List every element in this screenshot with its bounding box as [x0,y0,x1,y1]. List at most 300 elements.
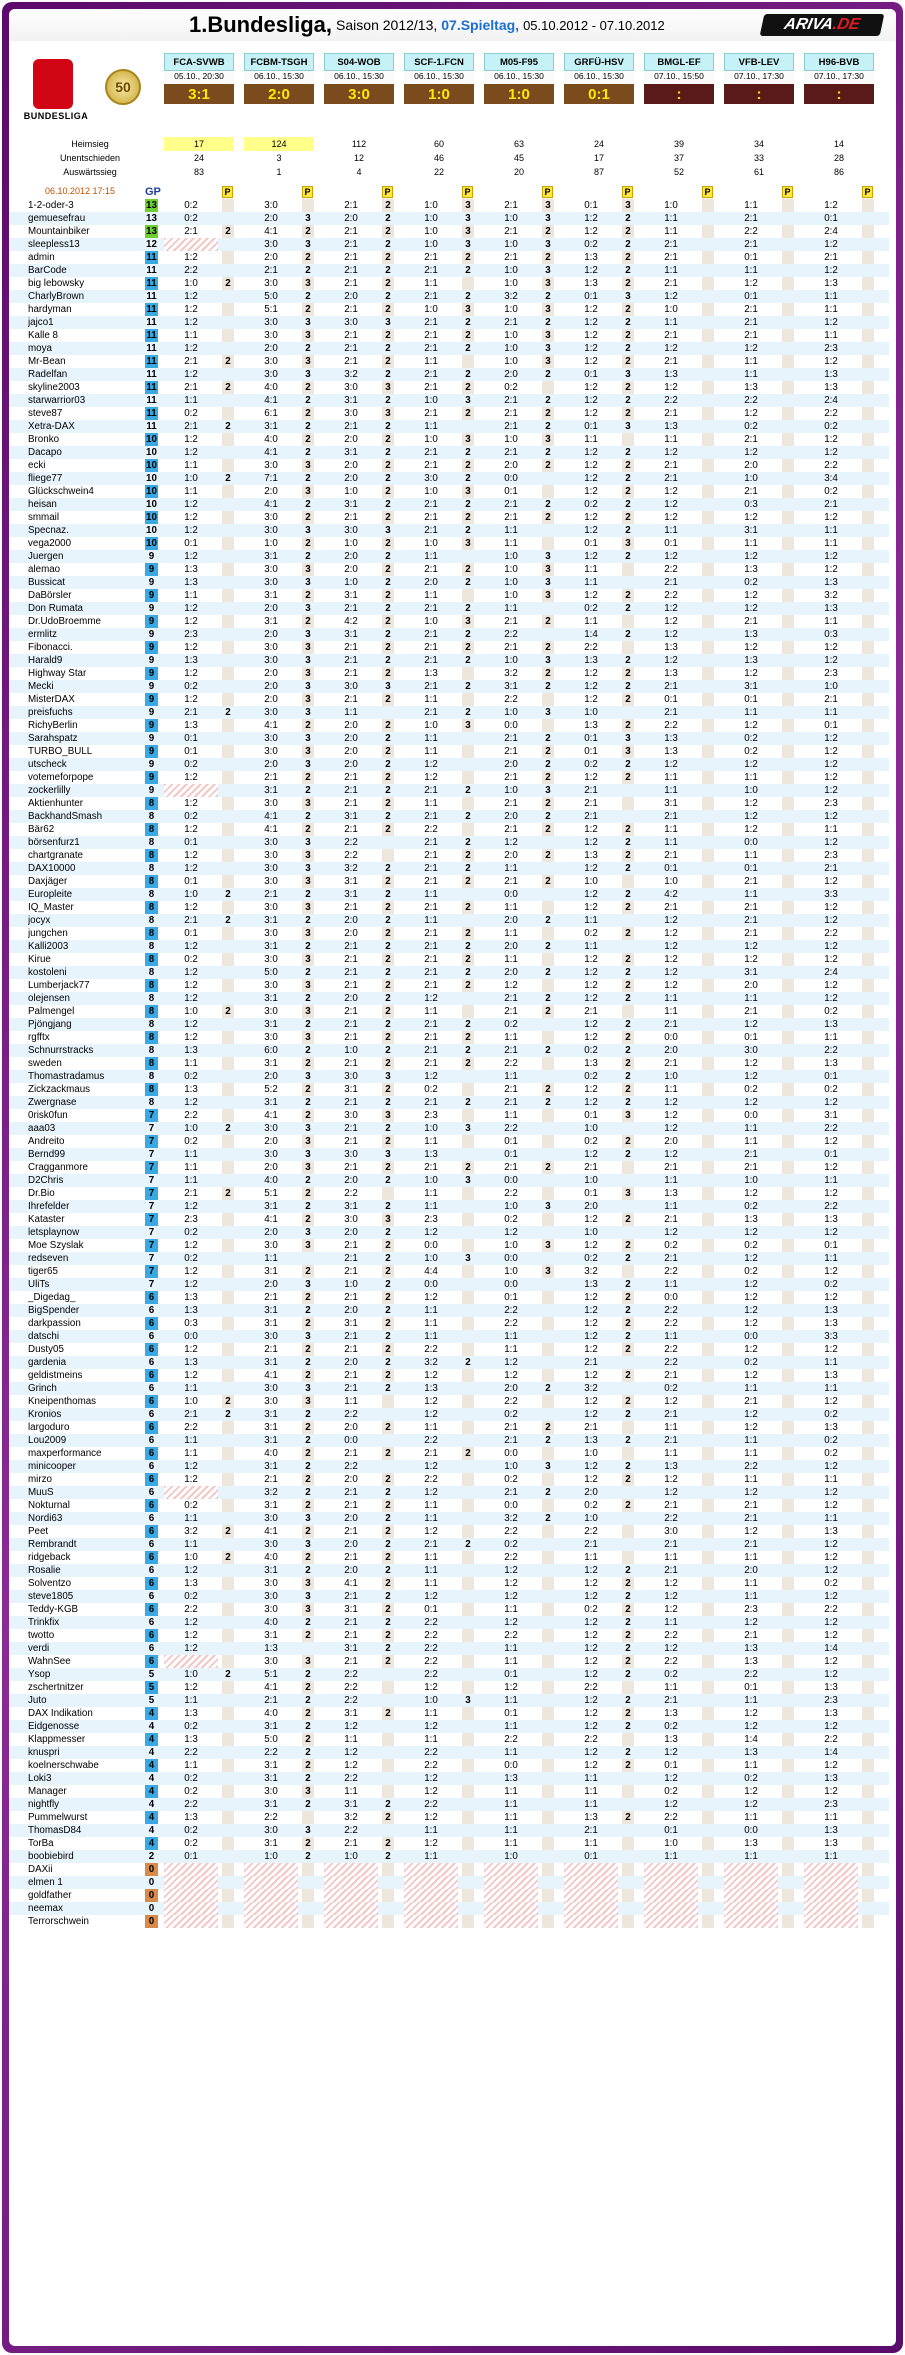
tip-cell: 1:2 [184,1097,198,1108]
user-name[interactable]: Andreito [28,1136,65,1147]
user-name[interactable]: Dr.UdoBroemme [28,616,101,627]
tip-cell: 1:2 [664,967,678,978]
tip-cell: 1:0 [424,395,438,406]
user-name[interactable]: Europleite [28,889,73,900]
user-name[interactable]: alemao [28,564,61,575]
tip-points: 2 [305,226,311,237]
tip-cell: 1:2 [824,980,838,991]
tip-cell: 1:0 [184,278,198,289]
user-name[interactable]: Lumberjack77 [28,980,90,991]
user-name[interactable]: Bär62 [28,824,55,835]
user-name[interactable]: neemax [28,1903,63,1914]
tip-cell: 2:1 [264,265,278,276]
tip-cell: 2:1 [344,603,358,614]
user-name[interactable]: Loki3 [28,1773,52,1784]
user-points: 6 [148,1630,155,1641]
user-name[interactable]: _Digedag_ [28,1292,76,1303]
tip-cell: 2:1 [344,421,358,432]
tip-cell: 4:4 [424,1266,438,1277]
tip-points: 2 [385,1838,391,1849]
tip-cell: 0:2 [184,811,198,822]
tip-points: 2 [305,1370,311,1381]
user-name[interactable]: mirzo [28,1474,52,1485]
tip-cell [324,1863,378,1876]
tip-cell: 1:2 [424,1591,438,1602]
user-name[interactable]: Don Rumata [28,603,83,614]
user-name[interactable]: Palmengel [28,1006,75,1017]
user-name[interactable]: Peet [28,1526,49,1537]
tip-cell: 1:1 [744,1812,758,1823]
match-date: 06.10., 15:30 [404,71,474,84]
tip-cell: 1:0 [744,1175,758,1186]
user-name[interactable]: Pummelwurst [28,1812,88,1823]
tip-cell [404,1863,458,1876]
tip-cell: 0:2 [744,1357,758,1368]
user-name[interactable]: Glückschwein4 [28,486,94,497]
user-name[interactable]: elmen 1 [28,1877,63,1888]
user-name[interactable]: Dacapo [28,447,62,458]
tip-points: 3 [305,707,311,718]
user-name[interactable]: datschi [28,1331,60,1342]
user-name[interactable]: 0risk0fun [28,1110,68,1121]
tip-points: 2 [305,395,311,406]
user-name[interactable]: Harald9 [28,655,63,666]
user-name[interactable]: darkpassion [28,1318,81,1329]
tip-cell: 1:1 [664,837,678,848]
tip-points: 2 [625,603,631,614]
user-name[interactable]: Radelfan [28,369,68,380]
user-name[interactable]: BarCode [28,265,67,276]
tip-cell: 2:1 [424,642,438,653]
tip-cell: 1:0 [344,1045,358,1056]
tip-cell: 2:1 [664,707,678,718]
user-name[interactable]: Highway Star [28,668,87,679]
tip-points: 3 [305,928,311,939]
user-name[interactable]: Dusty05 [28,1344,64,1355]
tip-cell: 2:1 [744,1149,758,1160]
tip-cell: 0:2 [184,759,198,770]
user-name[interactable]: Kronios [28,1409,62,1420]
tip-cell: 1:4 [744,1734,758,1745]
user-points: 8 [148,798,155,809]
tip-points: 2 [385,694,391,705]
tip-cell [324,1889,378,1902]
user-name[interactable]: Bronko [28,434,60,445]
user-name[interactable]: skyline2003 [28,382,80,393]
tip-cell: 3:0 [264,278,278,289]
tip-cell: 1:3 [584,278,598,289]
match-teams[interactable]: GRFÜ-HSV [564,53,634,71]
tip-cell: 1:2 [504,1370,518,1381]
table-row [9,732,889,745]
tip-cell: 1:2 [584,1565,598,1576]
tip-points: 2 [305,1734,311,1745]
match-teams[interactable]: VFB-LEV [724,53,794,71]
table-row [9,1850,889,1863]
table-row [9,1694,889,1707]
user-name[interactable]: Xetra-DAX [28,421,75,432]
tip-cell: 1:2 [584,512,598,523]
user-name[interactable]: kostoleni [28,967,67,978]
user-name[interactable]: Mr-Bean [28,356,66,367]
user-name[interactable]: DAX10000 [28,863,76,874]
user-name[interactable]: Thomastradamus [28,1071,105,1082]
tip-cell: 1:2 [744,1721,758,1732]
match-teams[interactable]: FCBM-TSGH [244,53,314,71]
tip-points: 2 [385,590,391,601]
tip-points: 2 [625,1019,631,1030]
user-name[interactable]: IQ_Master [28,902,74,913]
user-name[interactable]: DAX Indikation [28,1708,93,1719]
user-name[interactable]: largoduro [28,1422,70,1433]
match-teams[interactable]: BMGL-EF [644,53,714,71]
tip-cell: 1:2 [824,1565,838,1576]
user-name[interactable]: zschertnitzer [28,1682,84,1693]
user-name[interactable]: redseven [28,1253,69,1264]
user-name[interactable]: starwarrior03 [28,395,86,406]
tip-cell: 1:2 [824,733,838,744]
user-name[interactable]: Kalli2003 [28,941,69,952]
tip-points: 2 [305,772,311,783]
user-name[interactable]: Zickzackmaus [28,1084,91,1095]
tip-cell: 0:2 [824,1578,838,1589]
user-name[interactable]: CharlyBrown [28,291,85,302]
tip-points: 3 [465,1123,471,1134]
tip-cell: 2:1 [504,1487,518,1498]
tip-cell: 1:1 [504,1110,518,1121]
user-name[interactable]: Ysop [28,1669,51,1680]
user-name[interactable]: Ihrefelder [28,1201,70,1212]
tip-cell: 1:1 [424,1513,438,1524]
tip-cell: 1:2 [584,447,598,458]
user-name[interactable]: Bernd99 [28,1149,66,1160]
match-teams[interactable]: S04-WOB [324,53,394,71]
user-name[interactable]: Mecki [28,681,54,692]
tip-cell: 2:0 [504,460,518,471]
tip-cell: 1:2 [664,941,678,952]
user-name[interactable]: Lou2009 [28,1435,67,1446]
tip-cell: 2:0 [264,681,278,692]
user-name[interactable]: tiger65 [28,1266,58,1277]
tip-points: 2 [465,369,471,380]
tip-cell: 2:2 [504,629,518,640]
tip-cell: 2:2 [184,1422,198,1433]
user-name[interactable]: aaa03 [28,1123,56,1134]
tip-cell: 0:1 [584,369,598,380]
tip-cell: 1:2 [824,655,838,666]
tip-cell: 1:2 [744,1292,758,1303]
user-name[interactable]: Solventzo [28,1578,72,1589]
user-points: 10 [146,434,157,445]
user-name[interactable]: Fibonacci. [28,642,73,653]
user-name[interactable]: steve1805 [28,1591,74,1602]
tip-cell: 2:0 [264,694,278,705]
user-points: 11 [146,291,157,302]
tip-cell: 2:1 [424,512,438,523]
table-row [9,1629,889,1642]
user-name[interactable]: Nokturnal [28,1500,70,1511]
tip-points: 3 [545,707,551,718]
tip-points: 2 [385,1292,391,1303]
tip-cell: 2:1 [504,1435,518,1446]
tip-cell: 1:2 [664,1591,678,1602]
user-name[interactable]: big lebowsky [28,278,85,289]
user-name[interactable]: knuspri [28,1747,60,1758]
tip-cell: 1:2 [584,668,598,679]
tip-cell [244,1863,298,1876]
user-name[interactable]: boobiebird [28,1851,74,1862]
user-name[interactable]: gemuesefrau [28,213,86,224]
tip-points: 3 [545,1240,551,1251]
tip-cell: 0:2 [584,928,598,939]
user-name[interactable]: twotto [28,1630,55,1641]
user-name[interactable]: Sarahspatz [28,733,78,744]
tip-cell: 1:2 [184,1279,198,1290]
user-name[interactable]: Zwergnase [28,1097,77,1108]
user-name[interactable]: rgfftx [28,1032,50,1043]
table-row [9,1382,889,1395]
tip-points: 2 [625,512,631,523]
stat-value: 87 [593,167,604,177]
user-name[interactable]: Dr.Bio [28,1188,55,1199]
user-name[interactable]: sleepless13 [28,239,80,250]
user-name[interactable]: BackhandSmash [28,811,103,822]
tip-cell: 2:1 [344,226,358,237]
tip-points: 2 [625,681,631,692]
user-name[interactable]: admin [28,252,55,263]
tip-cell: 1:2 [664,1604,678,1615]
user-name[interactable]: moya [28,343,52,354]
user-name[interactable]: Kalle 8 [28,330,58,341]
match-teams[interactable]: FCA-SVWB [164,53,234,71]
tip-points: 2 [625,226,631,237]
tip-cell: 1:2 [584,1240,598,1251]
tip-points: 3 [545,343,551,354]
user-name[interactable]: Mountainbiker [28,226,90,237]
user-name[interactable]: sweden [28,1058,62,1069]
tip-cell: 1:1 [184,1513,198,1524]
user-name[interactable]: ridgeback [28,1552,71,1563]
user-name[interactable]: DAXii [28,1864,53,1875]
tip-cell: 0:2 [744,1240,758,1251]
user-name[interactable]: WahnSee [28,1656,71,1667]
tip-cell: 1:2 [184,1643,198,1654]
user-name[interactable]: goldfather [28,1890,72,1901]
user-name[interactable]: Eidgenosse [28,1721,80,1732]
tip-points: 2 [625,408,631,419]
user-name[interactable]: MisterDAX [28,694,75,705]
user-name[interactable]: Kneipenthomas [28,1396,97,1407]
tip-points: 3 [385,1110,391,1121]
tip-cell: 2:1 [424,863,438,874]
user-name[interactable]: Moe Szyslak [28,1240,84,1251]
user-name[interactable]: Nordi63 [28,1513,63,1524]
user-name[interactable]: Kirue [28,954,51,965]
user-name[interactable]: Rosalie [28,1565,61,1576]
tip-cell: 2:0 [264,603,278,614]
user-name[interactable]: UliTs [28,1279,50,1290]
tip-cell: 2:1 [344,512,358,523]
user-name[interactable]: jocyx [28,915,51,926]
tip-cell [324,1876,378,1889]
tip-cell: 0:2 [184,1838,198,1849]
user-name[interactable]: hardyman [28,304,72,315]
tip-cell: 1:2 [824,1162,838,1173]
tip-cell: 2:1 [344,668,358,679]
user-name[interactable]: D2Chris [28,1175,64,1186]
stat-value: 22 [433,167,444,177]
user-name[interactable]: nightfly [28,1799,60,1810]
user-name[interactable]: Bussicat [28,577,66,588]
user-name[interactable]: ermlitz [28,629,57,640]
user-points: 6 [148,1409,155,1420]
tip-points: 2 [625,1305,631,1316]
user-name[interactable]: Pjöngjang [28,1019,72,1030]
user-name[interactable]: minicooper [28,1461,76,1472]
user-points: 6 [148,1318,155,1329]
tip-cell: 1:3 [824,369,838,380]
tip-cell: 2:1 [424,291,438,302]
user-name[interactable]: gardenia [28,1357,67,1368]
tip-points: 3 [305,837,311,848]
user-name[interactable]: geldistmeins [28,1370,83,1381]
user-name[interactable]: Schnurrstracks [28,1045,94,1056]
user-name[interactable]: jajco1 [28,317,54,328]
ariva-logo[interactable] [760,14,885,36]
tip-points: 2 [625,1617,631,1628]
user-name[interactable]: verdi [28,1643,50,1654]
match-teams[interactable]: H96-BVB [804,53,874,71]
tip-cell: 3:2 [504,291,518,302]
tip-cell: 2:1 [744,317,758,328]
table-row [9,1174,889,1187]
user-name[interactable]: Rembrandt [28,1539,77,1550]
tip-cell: 1:1 [424,278,438,289]
tip-cell: 2:1 [504,616,518,627]
user-name[interactable]: maxperformance [28,1448,102,1459]
user-name[interactable]: zockerlilly [28,785,71,796]
tip-cell: 1:1 [664,1331,678,1342]
match-teams[interactable]: M05-F95 [484,53,554,71]
tip-cell: 1:1 [424,1422,438,1433]
user-name[interactable]: TURBO_BULL [28,746,93,757]
user-points: 9 [148,785,155,796]
tip-cell: 0:2 [504,1214,518,1225]
tip-cell: 3:2 [344,1812,358,1823]
user-name[interactable]: börsenfurz1 [28,837,80,848]
user-name[interactable]: koelnerschwabe [28,1760,99,1771]
user-name[interactable]: Daxjäger [28,876,68,887]
tip-cell: 2:1 [504,772,518,783]
tip-points: 2 [625,772,631,783]
tip-points: 2 [625,1643,631,1654]
tip-cell: 3:0 [264,1578,278,1589]
tip-cell: 2:0 [504,1383,518,1394]
user-name[interactable]: ecki [28,460,46,471]
user-name[interactable]: Klappmesser [28,1734,86,1745]
tip-points: 3 [305,1123,311,1134]
tip-points: 2 [625,1318,631,1329]
matchday-label[interactable]: 07.Spieltag, [441,17,520,33]
tip-points: 2 [385,226,391,237]
tip-cell: 3:0 [264,564,278,575]
user-name[interactable]: steve87 [28,408,63,419]
table-row [9,1057,889,1070]
user-name[interactable]: Manager [28,1786,67,1797]
tip-cell: 1:1 [424,1825,438,1836]
tip-cell: 2:0 [264,486,278,497]
tip-cell: 1:2 [584,1721,598,1732]
tip-cell [484,1902,538,1915]
user-points: 7 [148,1253,155,1264]
user-name[interactable]: Cragganmore [28,1162,88,1173]
user-name[interactable]: Kataster [28,1214,65,1225]
user-name[interactable]: utscheck [28,759,67,770]
tip-points: 2 [545,668,551,679]
user-name[interactable]: Aktienhunter [28,798,84,809]
tip-cell: 0:0 [424,1240,438,1251]
user-name[interactable]: ThomasD84 [28,1825,82,1836]
user-points: 11 [146,278,157,289]
user-name[interactable]: DaBörsler [28,590,72,601]
tip-cell: 2:1 [424,564,438,575]
tip-cell: 1:3 [184,1292,198,1303]
tip-cell: 0:1 [504,486,518,497]
user-name[interactable]: 1-2-oder-3 [28,200,74,211]
user-points: 7 [148,1240,155,1251]
tip-cell: 1:1 [744,707,758,718]
user-name[interactable]: TorBa [28,1838,54,1849]
tip-points: 3 [385,681,391,692]
user-name[interactable]: Terrorschwein [28,1916,89,1927]
tip-cell: 2:2 [424,1747,438,1758]
tip-cell: 1:2 [584,343,598,354]
user-name[interactable]: MuuS [28,1487,54,1498]
user-name[interactable]: preisfuchs [28,707,73,718]
user-name[interactable]: Juergen [28,551,64,562]
tip-cell: 2:1 [344,954,358,965]
tip-cell: 2:1 [184,915,198,926]
user-name[interactable]: Juto [28,1695,47,1706]
user-name[interactable]: Teddy-KGB [28,1604,79,1615]
user-name[interactable]: Trinkfix [28,1617,60,1628]
user-name[interactable]: smmail [28,512,60,523]
user-name[interactable]: vega2000 [28,538,72,549]
tip-cell: 1:2 [664,603,678,614]
user-name[interactable]: chartgranate [28,850,84,861]
user-name[interactable]: Specnaz. [28,525,69,536]
user-name[interactable]: letsplaynow [28,1227,80,1238]
user-name[interactable]: votemeforpope [28,772,94,783]
tip-cell: 0:2 [184,200,198,211]
user-name[interactable]: heisan [28,499,57,510]
user-name[interactable]: BigSpender [28,1305,80,1316]
user-name[interactable]: Grinch [28,1383,57,1394]
tip-cell: 1:3 [824,1305,838,1316]
user-points: 11 [146,317,157,328]
user-name[interactable]: jungchen [28,928,68,939]
tip-points: 3 [305,876,311,887]
tip-cell: 1:0 [184,1552,198,1563]
tip-cell: 1:2 [184,863,198,874]
tip-cell: 3:1 [344,889,358,900]
tip-cell: 2:0 [344,291,358,302]
user-name[interactable]: olejensen [28,993,70,1004]
user-name[interactable]: fliege77 [28,473,63,484]
match-teams[interactable]: SCF-1.FCN [404,53,474,71]
user-name[interactable]: RichyBerlin [28,720,78,731]
tip-points: 2 [385,1331,391,1342]
